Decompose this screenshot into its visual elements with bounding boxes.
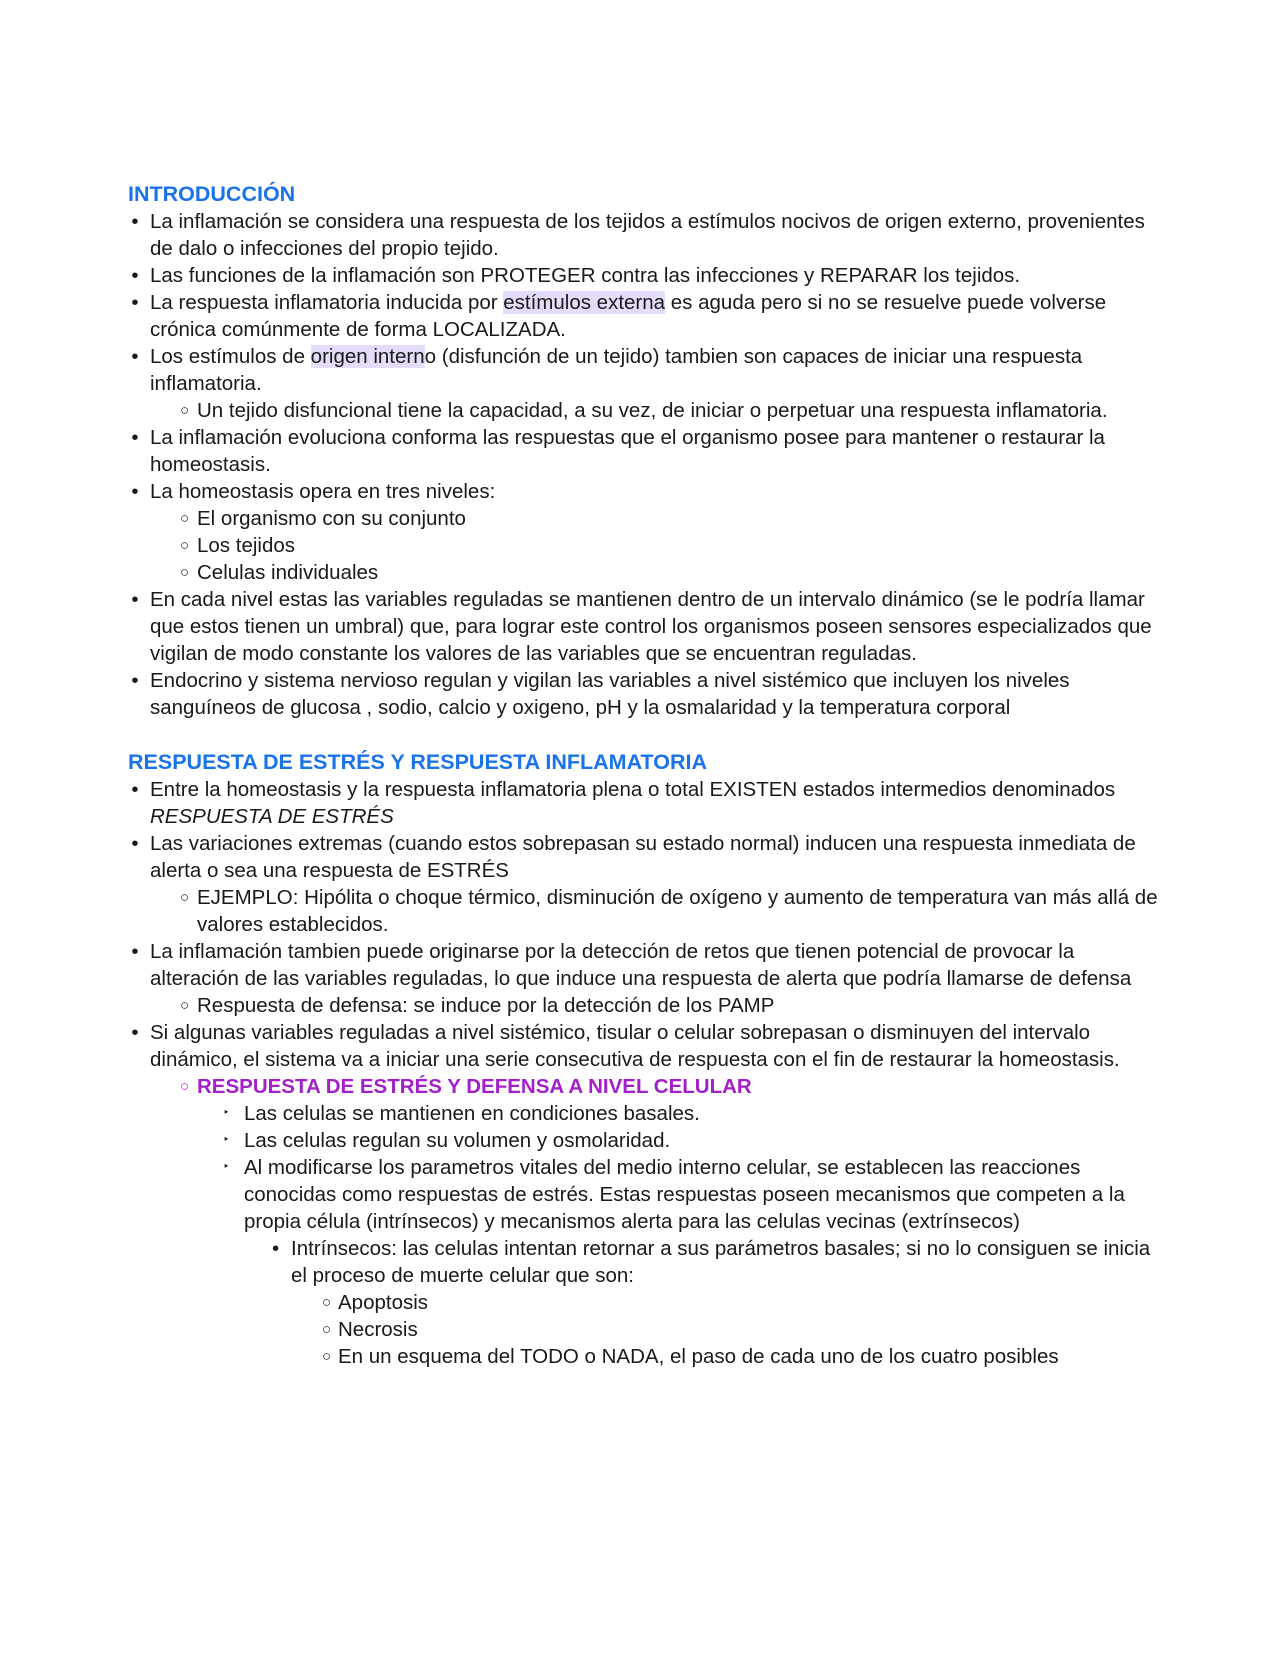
sub-sub-list-item [128,1100,1168,1127]
list-item-text: Intrínsecos: las celulas intentan retornar a sus parámetros basales; si no lo consiguen se inicia el proceso de muerte celular que son: [291,1237,1151,1287]
list-item-text: es aguda pero si no se resuelve puede volverse crónica comúnmente de forma LOCALIZADA. [150,291,1107,341]
circle-marker: ○ [180,889,190,906]
list-item-text: En un esquema del TODO o NADA, el paso de cada uno de los cuatro posibles [338,1345,1059,1368]
list-item-text: Al modificarse los parametros vitales del medio interno celular, se establecen las reacciones conocidas como respuestas de estrés. Estas respuestas poseen mecanismos que competen a la propia célula (intrínsecos) y mecanismos alerta para las celulas vecinas (extrínsecos) [244,1156,1125,1233]
list-item-text: Si algunas variables reguladas a nivel sistémico, tisular o celular sobrepasan o disminuyen del intervalo dinámico, el sistema va a iniciar una serie consecutiva de respuesta con el fin de restaurar la homeostasis. [150,1021,1120,1071]
list-item-text: Apoptosis [338,1291,429,1314]
list-item-text: Celulas individuales [197,561,379,584]
sub-list-item [128,559,1168,586]
list-item-text: La respuesta inflamatoria inducida por [150,291,504,314]
list-item [128,586,1168,667]
list-item [128,667,1168,721]
level5-list-item [128,1343,1168,1370]
emphasized-text: RESPUESTA DE ESTRÉS [150,805,394,828]
list-item-text: Necrosis [338,1318,418,1341]
circle-marker: ○ [180,537,190,554]
circle-marker: ○ [180,564,190,581]
level5-list-item [128,1316,1168,1343]
list-item [128,938,1168,992]
list-item-text: Respuesta de defensa: se induce por la detección de los PAMP [197,994,775,1017]
bullet-marker: • [131,588,139,611]
list-item [128,343,1168,397]
triangle-marker: ‣ [223,1161,230,1173]
list-item-text: Las celulas se mantienen en condiciones basales. [244,1102,700,1125]
list-item-text: Los estímulos de [150,345,311,368]
bullet-marker: • [131,264,139,287]
bullet-marker: • [131,832,139,855]
list-item [128,424,1168,478]
circle-marker: ○ [322,1321,332,1338]
bullet-marker: • [131,426,139,449]
document-page [128,180,1168,1370]
intro-list [128,208,1168,721]
sub-list-item [128,1073,1168,1100]
circle-marker: ○ [180,402,190,419]
circle-marker: ○ [180,1078,190,1095]
list-item-text: EJEMPLO: Hipólita o choque térmico, disminución de oxígeno y aumento de temperatura van más allá de valores establecidos. [197,886,1158,936]
section-heading-introduccion: INTRODUCCIÓN [128,182,296,206]
sub-list-item [128,505,1168,532]
circle-marker: ○ [322,1294,332,1311]
bullet-marker: • [131,480,139,503]
list-item-text: Entre la homeostasis y la respuesta inflamatoria plena o total EXISTEN estados intermedios denominados [150,778,1116,801]
bullet-marker: • [131,669,139,692]
list-item [128,208,1168,262]
highlighted-text: origen intern [310,345,425,368]
sub-list-item [128,992,1168,1019]
list-item-text: Los tejidos [197,534,296,557]
subsection-heading-celular: RESPUESTA DE ESTRÉS Y DEFENSA A NIVEL CELULAR [197,1075,752,1098]
bullet-marker: • [131,345,139,368]
list-item-text: La inflamación se considera una respuesta de los tejidos a estímulos nocivos de origen externo, provenientes de dalo o infecciones del propio tejido. [150,210,1145,260]
list-item-text: El organismo con su conjunto [197,507,466,530]
stress-list [128,776,1168,1370]
list-item [128,830,1168,884]
level4-list-item [128,1235,1168,1289]
sub-list-item [128,397,1168,424]
sub-list-item [128,884,1168,938]
list-item [128,1019,1168,1073]
list-item-text: Las funciones de la inflamación son PROTEGER contra las infecciones y REPARAR los tejidos. [150,264,1021,287]
list-item-text: Las variaciones extremas (cuando estos sobrepasan su estado normal) inducen una respuesta inmediata de alerta o sea una respuesta de ESTRÉS [150,832,1136,882]
list-item-text: La inflamación evoluciona conforma las respuestas que el organismo posee para mantener o restaurar la homeostasis. [150,426,1105,476]
list-item-text: La inflamación tambien puede originarse por la detección de retos que tienen potencial de provocar la alteración de las variables reguladas, lo que induce una respuesta de alerta que podría llamarse de defensa [150,940,1132,990]
circle-marker: ○ [180,510,190,527]
list-item-text: Un tejido disfuncional tiene la capacidad, a su vez, de iniciar o perpetuar una respuesta inflamatoria. [197,399,1108,422]
sub-sub-list-item [128,1127,1168,1154]
list-item [128,776,1168,830]
bullet-marker: • [131,778,139,801]
circle-marker: ○ [180,997,190,1014]
sub-sub-list-item [128,1154,1168,1235]
section-heading-respuesta-estres: RESPUESTA DE ESTRÉS Y RESPUESTA INFLAMATORIA [128,750,707,774]
list-item-text: Endocrino y sistema nervioso regulan y vigilan las variables a nivel sistémico que incluyen los niveles sanguíneos de glucosa , sodio, calcio y oxigeno, pH y la osmalaridad y la temperatura corporal [150,669,1070,719]
list-item-text: o (disfunción de un tejido) tambien son capaces de iniciar una respuesta inflamatoria. [150,345,1083,395]
sub-list-item [128,532,1168,559]
list-item-text: Las celulas regulan su volumen y osmolaridad. [244,1129,671,1152]
bullet-marker: • [131,1021,139,1044]
dot-marker: • [272,1237,280,1260]
circle-marker: ○ [322,1348,332,1365]
list-item-text: La homeostasis opera en tres niveles: [150,480,496,503]
list-item [128,262,1168,289]
list-item-text: En cada nivel estas las variables reguladas se mantienen dentro de un intervalo dinámico (se le podría llamar que estos tienen un umbral) que, para lograr este control los organismos poseen sensores especializados que vigilan de modo constante los valores de las variables que se encuentran reguladas. [150,588,1152,665]
highlighted-text: estímulos externa [503,291,666,314]
triangle-marker: ‣ [223,1107,230,1119]
bullet-marker: • [131,940,139,963]
bullet-marker: • [131,291,139,314]
list-item [128,478,1168,505]
bullet-marker: • [131,210,139,233]
level5-list-item [128,1289,1168,1316]
list-item [128,289,1168,343]
triangle-marker: ‣ [223,1134,230,1146]
